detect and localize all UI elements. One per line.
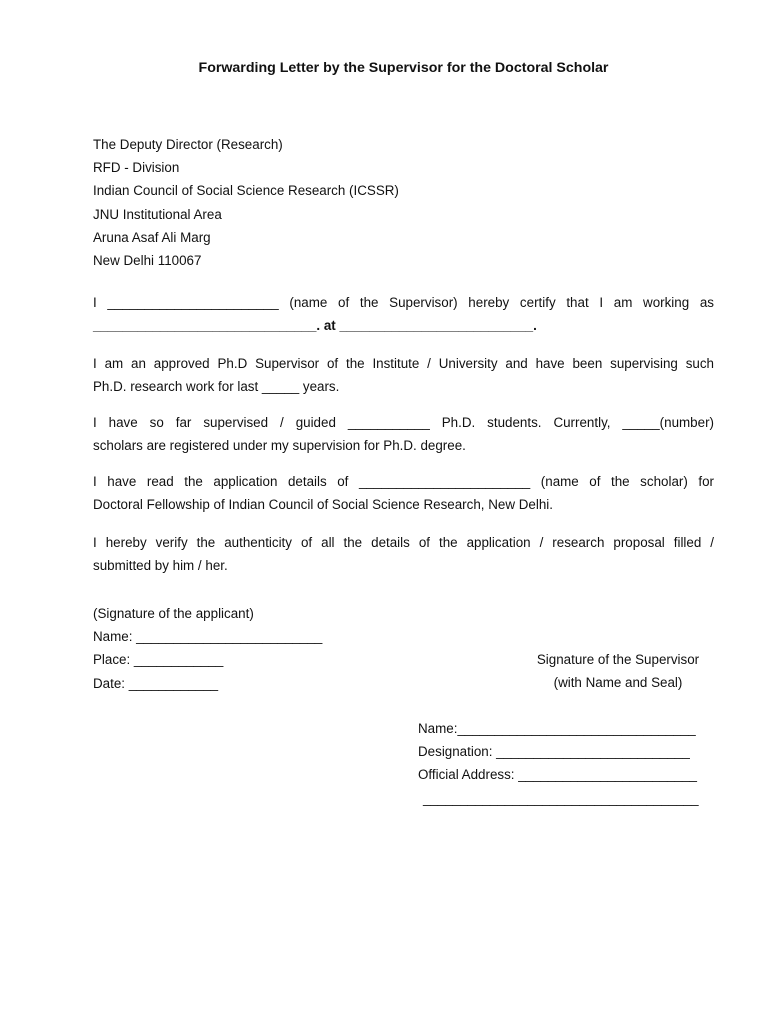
paragraph-line: scholars are registered under my supervision for Ph.D. degree.: [93, 438, 466, 453]
address-line: New Delhi 110067: [93, 253, 202, 269]
supervisor-signature-block: [520, 648, 716, 694]
verify-paragraph: [93, 531, 714, 577]
supervised-students-paragraph: [93, 411, 714, 457]
address-line: The Deputy Director (Research): [93, 137, 283, 152]
applicant-signature-label: (Signature of the applicant): [93, 606, 254, 621]
paragraph-line: ______________________________. at __________________________.: [93, 318, 537, 333]
address-line: JNU Institutional Area: [93, 206, 222, 222]
applicant-signature-block: [93, 602, 322, 695]
certify-paragraph: [93, 291, 714, 337]
applicant-name-field: Name: _________________________: [93, 629, 323, 645]
supervisor-address-line2: _____________________________________: [423, 790, 699, 806]
applicant-place-field: Place: ____________: [93, 652, 224, 668]
supervisor-seal-label: (with Name and Seal): [553, 675, 683, 691]
recipient-address: [93, 133, 399, 272]
supervisor-address-field: Official Address: ________________________: [418, 767, 697, 783]
document-title: Forwarding Letter by the Supervisor for the Doctoral Scholar: [198, 60, 609, 76]
paragraph-line: submitted by him / her.: [93, 558, 228, 573]
approved-supervisor-paragraph: [93, 352, 714, 398]
supervisor-signature-label: Signature of the Supervisor: [536, 652, 700, 667]
paragraph-line: I am an approved Ph.D Supervisor of the Institute / University and have been supervising such: [93, 356, 714, 371]
address-line: Indian Council of Social Science Research (ICSSR): [93, 183, 399, 199]
supervisor-details-block: [418, 717, 715, 810]
supervisor-name-field: Name:________________________________: [418, 721, 696, 736]
supervisor-designation-field: Designation: __________________________: [418, 744, 690, 760]
paragraph-line: Doctoral Fellowship of Indian Council of Social Science Research, New Delhi.: [93, 497, 553, 512]
address-line: RFD - Division: [93, 160, 180, 176]
paragraph-line: I hereby verify the authenticity of all the details of the application / research proposal filled /: [93, 535, 714, 550]
paragraph-line: I have read the application details of _______________________ (name of the scholar) for: [93, 474, 714, 489]
paragraph-line: Ph.D. research work for last _____ years.: [93, 379, 340, 394]
address-line: Aruna Asaf Ali Marg: [93, 229, 211, 245]
applicant-date-field: Date: ____________: [93, 675, 219, 691]
paragraph-line: I _______________________ (name of the Supervisor) hereby certify that I am working as: [93, 295, 714, 310]
paragraph-line: I have so far supervised / guided ___________ Ph.D. students. Currently, _____(number): [93, 415, 714, 430]
application-details-paragraph: [93, 470, 714, 516]
